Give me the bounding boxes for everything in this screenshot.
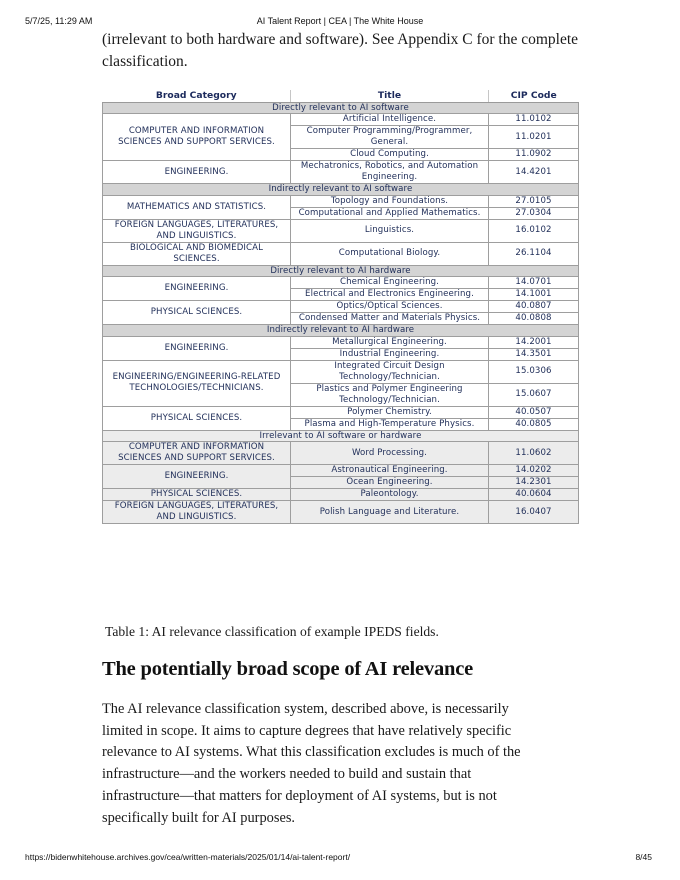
category-cell: PHYSICAL SCIENCES. [103,489,291,501]
category-cell: ENGINEERING/ENGINEERING-RELATED TECHNOLOGIES/TECHNICIANS. [103,360,291,406]
ai-relevance-table [102,90,579,524]
title-cell: Ocean Engineering. [291,477,489,489]
table-section-direct-hardware [103,265,579,325]
title-cell: Polymer Chemistry. [291,406,489,418]
category-cell: PHYSICAL SCIENCES. [103,406,291,430]
print-header [0,14,680,28]
cip-cell: 14.1001 [489,289,579,301]
paragraph-line: limited in scope. It aims to capture degrees that have relatively specific [102,722,512,739]
paragraph-line: The AI relevance classification system, described above, is necessarily [102,701,509,717]
cip-cell: 14.4201 [489,161,579,184]
section-header-row [103,102,579,114]
category-cell: ENGINEERING. [103,465,291,489]
title-cell: Computational and Applied Mathematics. [291,207,489,219]
cip-cell: 11.0201 [489,126,579,149]
cip-cell: 16.0407 [489,501,579,524]
cip-cell: 14.0701 [489,277,579,289]
category-cell: PHYSICAL SCIENCES. [103,301,291,325]
table-row [103,219,579,242]
category-cell: FOREIGN LANGUAGES, LITERATURES, AND LINGUISTICS. [103,501,291,524]
table-row [103,465,579,477]
table-row [103,442,579,465]
section-label: Indirectly relevant to AI software [103,184,579,196]
title-cell: Topology and Foundations. [291,195,489,207]
cip-cell: 16.0102 [489,219,579,242]
paragraph-line: relevance to AI systems. What this classification excludes is much of the [102,744,521,761]
section-label: Directly relevant to AI hardware [103,265,579,277]
page-number: 8/45 [635,852,652,862]
title-cell: Paleontology. [291,489,489,501]
cip-cell: 11.0602 [489,442,579,465]
cip-cell: 40.0807 [489,301,579,313]
print-footer [0,852,680,866]
column-header-title: Title [291,90,489,102]
table-section-indirect-hardware [103,325,579,431]
section-label: Indirectly relevant to AI hardware [103,325,579,337]
cip-cell: 40.0805 [489,418,579,430]
print-datetime: 5/7/25, 11:29 AM [25,16,93,26]
category-cell: MATHEMATICS AND STATISTICS. [103,195,291,219]
section-header-row [103,265,579,277]
table-row [103,336,579,348]
cip-cell: 40.0507 [489,406,579,418]
category-cell: BIOLOGICAL AND BIOMEDICAL SCIENCES. [103,242,291,265]
table-section-direct-software [103,102,579,184]
category-cell: ENGINEERING. [103,161,291,184]
column-header-cip-code: CIP Code [489,90,579,102]
table-row [103,489,579,501]
page-url: https://bidenwhitehouse.archives.gov/cea/written-materials/2025/01/14/ai-talent-report/ [25,852,351,862]
table-row [103,301,579,313]
title-cell: Plasma and High-Temperature Physics. [291,418,489,430]
section-label: Irrelevant to AI software or hardware [103,430,579,442]
cip-cell: 11.0902 [489,149,579,161]
title-cell: Plastics and Polymer Engineering Technology/Technician. [291,383,489,406]
cip-cell: 27.0105 [489,195,579,207]
table-caption: Table 1: AI relevance classification of example IPEDS fields. [105,624,439,639]
paragraph-line: specifically built for AI purposes. [102,809,296,826]
table-row [103,277,579,289]
print-page-title: AI Talent Report | CEA | The White House [256,16,424,26]
section-heading: The potentially broad scope of AI relevance [102,658,474,680]
table-row [103,161,579,184]
column-header-broad-category: Broad Category [103,90,291,102]
category-cell: COMPUTER AND INFORMATION SCIENCES AND SUPPORT SERVICES. [103,114,291,161]
title-cell: Linguistics. [291,219,489,242]
table-row [103,242,579,265]
intro-paragraph [102,29,592,73]
table-row [103,114,579,126]
title-cell: Cloud Computing. [291,149,489,161]
paragraph-line: infrastructure—and the workers needed to build and sustain that [102,766,472,783]
category-cell: FOREIGN LANGUAGES, LITERATURES, AND LINGUISTICS. [103,219,291,242]
cip-cell: 11.0102 [489,114,579,126]
title-cell: Condensed Matter and Materials Physics. [291,313,489,325]
section-header-row [103,325,579,337]
cip-cell: 40.0808 [489,313,579,325]
table-row [103,195,579,207]
cip-cell: 27.0304 [489,207,579,219]
title-cell: Industrial Engineering. [291,348,489,360]
title-cell: Electrical and Electronics Engineering. [291,289,489,301]
section-header-row [103,430,579,442]
cip-cell: 14.2301 [489,477,579,489]
cip-cell: 14.2001 [489,336,579,348]
title-cell: Chemical Engineering. [291,277,489,289]
cip-cell: 14.0202 [489,465,579,477]
table-row [103,360,579,383]
cip-cell: 15.0306 [489,360,579,383]
cip-cell: 26.1104 [489,242,579,265]
section-label: Directly relevant to AI software [103,102,579,114]
intro-line: classification. [102,53,188,70]
section-header-row [103,184,579,196]
table-header-row [103,90,579,102]
body-paragraph [102,699,572,829]
category-cell: ENGINEERING. [103,336,291,360]
title-cell: Integrated Circuit Design Technology/Technician. [291,360,489,383]
paragraph-line: infrastructure—that matters for deployment of AI systems, but is not [102,787,497,804]
cip-cell: 14.3501 [489,348,579,360]
table-section-irrelevant [103,430,579,524]
title-cell: Word Processing. [291,442,489,465]
title-cell: Artificial Intelligence. [291,114,489,126]
category-cell: COMPUTER AND INFORMATION SCIENCES AND SUPPORT SERVICES. [103,442,291,465]
title-cell: Computer Programming/Programmer, General. [291,126,489,149]
intro-line: (irrelevant to both hardware and software). See Appendix C for the complete [102,31,579,48]
category-cell: ENGINEERING. [103,277,291,301]
title-cell: Metallurgical Engineering. [291,336,489,348]
title-cell: Astronautical Engineering. [291,465,489,477]
table-row [103,501,579,524]
table-section-indirect-software [103,184,579,266]
title-cell: Mechatronics, Robotics, and Automation Engineering. [291,161,489,184]
cip-cell: 40.0604 [489,489,579,501]
cip-cell: 15.0607 [489,383,579,406]
table-row [103,406,579,418]
title-cell: Computational Biology. [291,242,489,265]
title-cell: Polish Language and Literature. [291,501,489,524]
title-cell: Optics/Optical Sciences. [291,301,489,313]
